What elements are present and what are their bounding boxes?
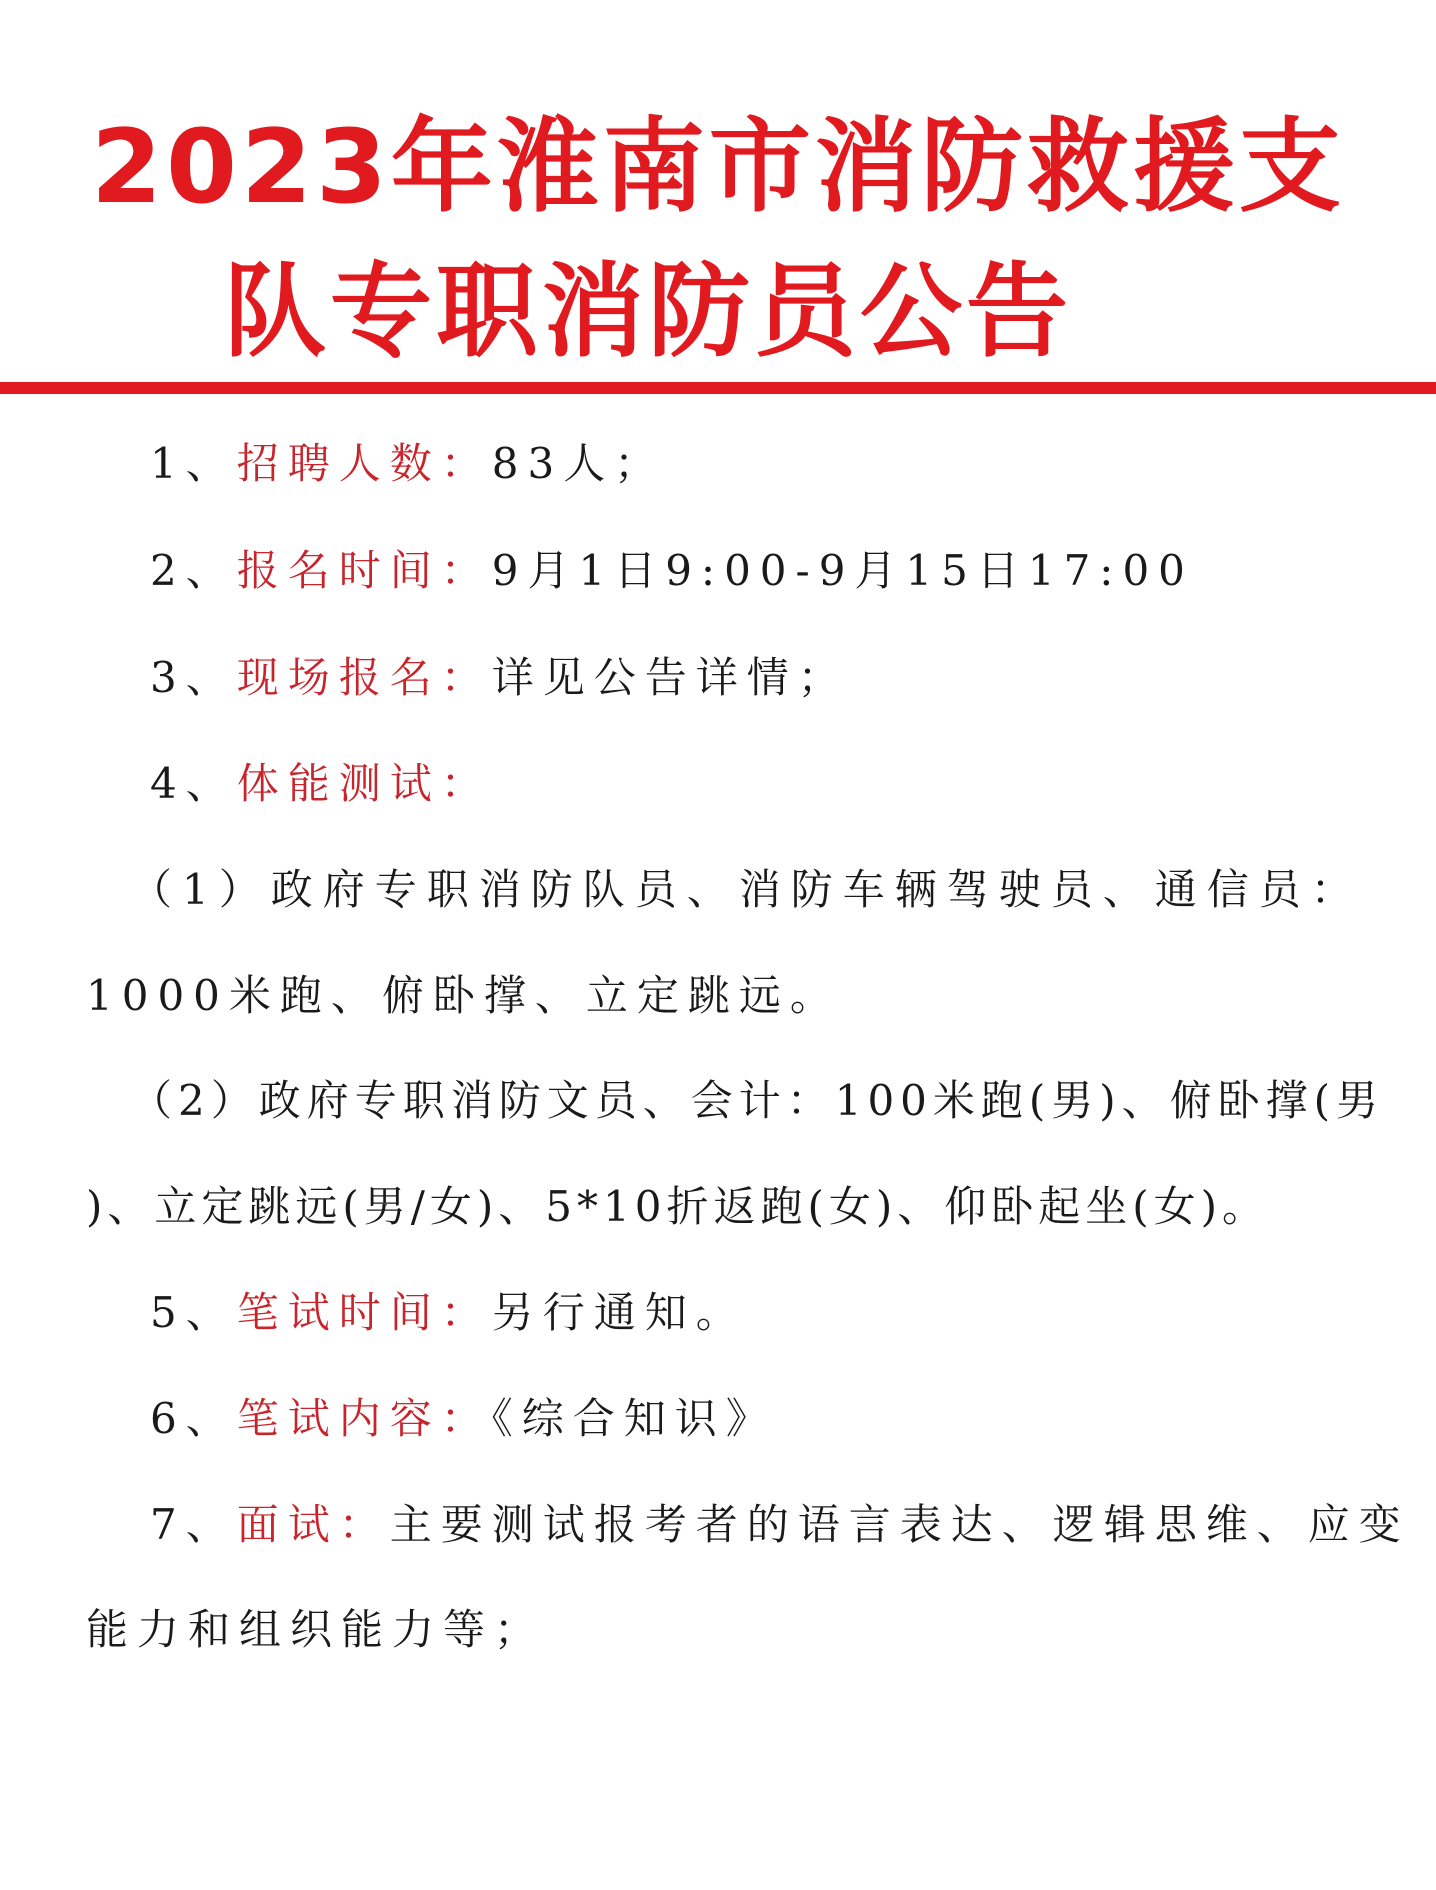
item-written-exam-content — [150, 1389, 777, 1449]
item-label: 招聘人数： — [236, 439, 492, 488]
item-value: 详见公告详情； — [491, 653, 849, 702]
item-number: 3、 — [150, 653, 237, 702]
item-number: 2、 — [150, 546, 237, 595]
notice-title — [0, 95, 1436, 385]
item-value: 83人； — [491, 439, 666, 488]
item-label: 笔试时间： — [236, 1288, 492, 1337]
item-physical-test — [150, 754, 492, 814]
item-value: 9月1日9:00-9月15日17:00 — [491, 546, 1194, 595]
physical-test-2-line-2: )、立定跳远(男/女)、5*10折返跑(女)、仰卧起坐(女)。 — [86, 1182, 1270, 1231]
physical-test-1-line-2: 1000米跑、俯卧撑、立定跳远。 — [86, 971, 841, 1020]
item-recruit-count — [150, 434, 665, 494]
item-label: 笔试内容： — [236, 1394, 492, 1443]
item-number: 5、 — [150, 1288, 237, 1337]
item-number: 4、 — [150, 759, 237, 808]
title-divider — [0, 382, 1436, 394]
title-line-2: 队专职消防员公告 — [224, 253, 1072, 372]
item-label: 体能测试： — [236, 759, 492, 808]
item-number: 1、 — [150, 439, 237, 488]
physical-test-2-line-1: （2）政府专职消防文员、会计：100米跑(男)、俯卧撑(男 — [130, 1076, 1385, 1125]
interview-line-2: 能力和组织能力等； — [86, 1605, 546, 1654]
item-value: 主要测试报考者的语言表达、逻辑思维、应变 — [389, 1500, 1410, 1549]
item-label: 报名时间： — [236, 546, 492, 595]
item-onsite-registration — [150, 648, 849, 708]
item-number: 7、 — [150, 1500, 237, 1549]
item-interview — [150, 1495, 1410, 1555]
item-label: 现场报名： — [236, 653, 492, 702]
item-value: 《综合知识》 — [491, 1394, 777, 1443]
item-registration-time — [150, 541, 1194, 601]
physical-test-1-line-1: （1）政府专职消防队员、消防车辆驾驶员、通信员： — [130, 865, 1363, 914]
item-number: 6、 — [150, 1394, 237, 1443]
item-written-exam-time — [150, 1283, 747, 1343]
item-value: 另行通知。 — [491, 1288, 747, 1337]
item-label: 面试： — [236, 1500, 390, 1549]
title-line-1: 2023年淮南市消防救援支 — [91, 108, 1345, 227]
